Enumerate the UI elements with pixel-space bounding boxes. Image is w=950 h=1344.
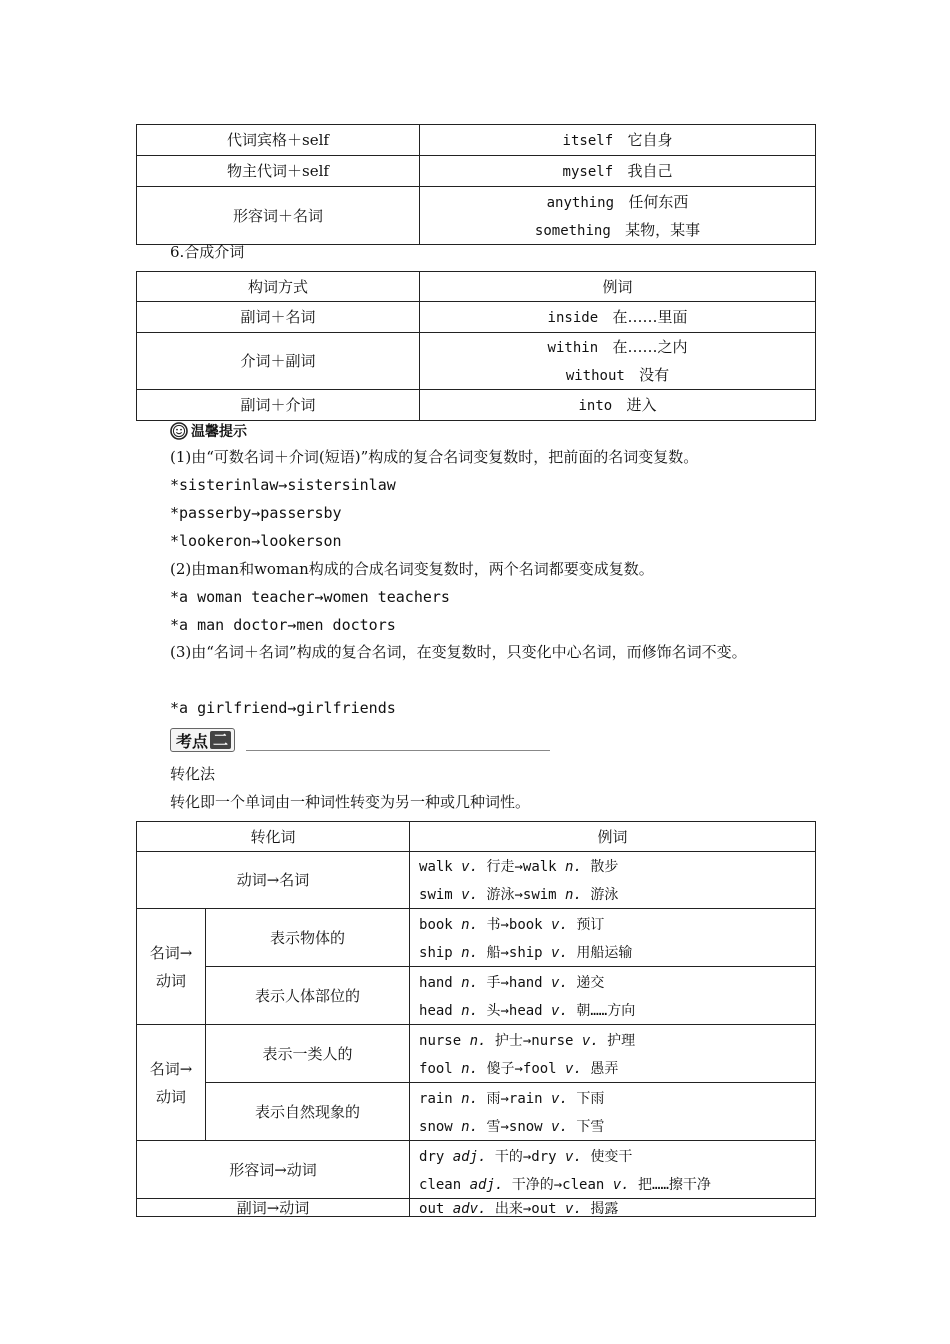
example-text: head <box>419 1002 462 1019</box>
part-of-speech: v. <box>461 859 479 875</box>
example-text: 把……擦干净 <box>629 1176 711 1193</box>
part-of-speech: v. <box>551 916 568 933</box>
compound-preposition-table <box>136 271 816 421</box>
example-line <box>419 880 815 908</box>
example-cell: itself 它自身 <box>420 125 816 156</box>
example-cell <box>410 852 816 909</box>
example-text: 递交 <box>567 974 605 991</box>
example-line: *a girlfriend→girlfriends <box>170 699 396 717</box>
example-text: 干净的→clean <box>503 1176 613 1193</box>
part-of-speech: v. <box>551 944 568 961</box>
kaodian-number: 二 <box>210 731 231 749</box>
example-cell: anything 任何东西 something 某物，某事 <box>420 187 816 245</box>
tip-label: 温馨提示 <box>191 424 247 440</box>
part-of-speech: v. <box>551 1002 568 1019</box>
part-of-speech: n. <box>565 887 582 903</box>
example-line: *passerby→passersby <box>170 504 342 522</box>
table-row <box>137 909 816 967</box>
example-text: 干的→dry <box>486 1148 566 1165</box>
example-text: fool <box>419 1060 462 1077</box>
part-of-speech: adj. <box>469 1176 504 1193</box>
subtype-cell: 表示一类人的 <box>206 1025 410 1083</box>
method-cell: 形容词＋名词 <box>137 187 420 245</box>
part-of-speech: n. <box>461 1060 479 1077</box>
example-line: *a man doctor→men doctors <box>170 616 396 634</box>
part-of-speech: n. <box>461 916 479 933</box>
intro-text: 转化即一个单词由一种词性转变为另一种或几种词性。 <box>170 793 531 811</box>
example-cell: within 在……之内 without 没有 <box>420 333 816 390</box>
part-of-speech: v. <box>551 1090 568 1107</box>
example-line <box>419 910 815 938</box>
kaodian-badge <box>170 728 235 752</box>
example-cell: myself 我自己 <box>420 156 816 187</box>
example-cell <box>410 1199 816 1217</box>
example-text: 出来→out <box>486 1200 566 1217</box>
tip-heading <box>170 420 247 442</box>
part-of-speech: adj. <box>452 1148 487 1165</box>
example-text: 傻子→fool <box>478 1060 566 1077</box>
part-of-speech: n. <box>461 944 479 961</box>
table-row <box>137 187 816 245</box>
example-cell <box>410 909 816 967</box>
example-text: 雪→snow <box>478 1118 552 1135</box>
column-header: 转化词 <box>137 822 410 852</box>
part-of-speech: n. <box>461 1118 479 1135</box>
tip-paragraph: (3)由“名词＋名词”构成的复合名词，在变复数时，只变化中心名词，而修饰名词不变。 <box>170 643 747 661</box>
part-of-speech: adv. <box>452 1200 487 1217</box>
example-text: 游泳 <box>581 887 619 903</box>
example-text: walk <box>419 859 462 875</box>
example-text: 行走→walk <box>478 859 566 875</box>
table-row <box>137 1199 816 1217</box>
example-line <box>419 938 815 966</box>
example-line <box>419 852 815 880</box>
table-header-row <box>137 822 816 852</box>
conversion-type-cell: 形容词→动词 <box>137 1141 410 1199</box>
example-text: 手→hand <box>478 974 552 991</box>
smiley-icon <box>170 422 188 440</box>
column-header: 例词 <box>410 822 816 852</box>
table-row <box>137 1141 816 1199</box>
example-line: *sisterinlaw→sistersinlaw <box>170 476 396 494</box>
example-text: 游泳→swim <box>478 887 566 903</box>
part-of-speech: n. <box>469 1032 487 1049</box>
example-line: *a woman teacher→women teachers <box>170 588 450 606</box>
example-line <box>419 1200 815 1216</box>
part-of-speech: n. <box>565 859 582 875</box>
table-row <box>137 302 816 333</box>
part-of-speech: v. <box>565 1148 582 1165</box>
example-text: swim <box>419 887 462 903</box>
example-line: *lookeron→lookerson <box>170 532 342 550</box>
example-text: 下雪 <box>567 1118 605 1135</box>
example-cell <box>410 967 816 1025</box>
conversion-table <box>136 821 816 1217</box>
example-text: 书→book <box>478 916 552 933</box>
example-cell: into 进入 <box>420 390 816 421</box>
conversion-type-cell: 动词→名词 <box>137 852 410 909</box>
example-text: rain <box>419 1090 462 1107</box>
table-row <box>137 967 816 1025</box>
example-text: 朝……方向 <box>567 1002 636 1019</box>
column-header: 构词方式 <box>137 272 420 302</box>
subtype-cell: 表示物体的 <box>206 909 410 967</box>
section-title: 6.合成介词 <box>170 243 245 261</box>
subtype-cell: 表示人体部位的 <box>206 967 410 1025</box>
part-of-speech: v. <box>565 1200 582 1217</box>
group-label-cell: 名词→动词 <box>137 1025 206 1141</box>
example-text: 揭露 <box>581 1200 619 1217</box>
part-of-speech: n. <box>461 1090 479 1107</box>
heading-rule <box>246 750 550 751</box>
example-text: nurse <box>419 1032 470 1049</box>
part-of-speech: v. <box>551 974 568 991</box>
table-header-row <box>137 272 816 302</box>
table-row <box>137 1025 816 1083</box>
table-row <box>137 156 816 187</box>
example-line <box>419 1084 815 1112</box>
section-title: 转化法 <box>170 765 216 783</box>
example-line <box>419 1112 815 1140</box>
example-line <box>419 1026 815 1054</box>
part-of-speech: n. <box>461 1002 479 1019</box>
example-text: 护士→nurse <box>486 1032 582 1049</box>
table-row <box>137 390 816 421</box>
example-text: 愚弄 <box>581 1060 619 1077</box>
table-row <box>137 333 816 390</box>
example-text: 下雨 <box>567 1090 605 1107</box>
example-line <box>419 1142 815 1170</box>
example-text: out <box>419 1200 453 1217</box>
compound-pronoun-table <box>136 124 816 245</box>
example-text: 散步 <box>581 859 619 875</box>
method-cell: 物主代词＋self <box>137 156 420 187</box>
example-text: dry <box>419 1148 453 1165</box>
column-header: 例词 <box>420 272 816 302</box>
example-text: 预订 <box>567 916 605 933</box>
part-of-speech: v. <box>581 1032 599 1049</box>
subtype-cell: 表示自然现象的 <box>206 1083 410 1141</box>
example-text: snow <box>419 1118 462 1135</box>
example-text: book <box>419 916 462 933</box>
conversion-type-cell: 副词→动词 <box>137 1199 410 1217</box>
tip-paragraph: (2)由man和woman构成的合成名词变复数时，两个名词都要变成复数。 <box>170 560 654 578</box>
part-of-speech: n. <box>461 974 479 991</box>
example-text: 头→head <box>478 1002 552 1019</box>
part-of-speech: v. <box>461 887 479 903</box>
example-text: 雨→rain <box>478 1090 552 1107</box>
example-cell <box>410 1025 816 1083</box>
kaodian-heading <box>170 725 550 753</box>
example-cell <box>410 1141 816 1199</box>
example-text: 用船运输 <box>567 944 633 961</box>
method-cell: 副词＋介词 <box>137 390 420 421</box>
example-line <box>419 1054 815 1082</box>
table-row <box>137 125 816 156</box>
example-text: hand <box>419 974 462 991</box>
example-text: 使变干 <box>581 1148 633 1165</box>
example-line <box>419 968 815 996</box>
example-line <box>419 996 815 1024</box>
table-row <box>137 852 816 909</box>
method-cell: 代词宾格＋self <box>137 125 420 156</box>
method-cell: 介词＋副词 <box>137 333 420 390</box>
method-cell: 副词＋名词 <box>137 302 420 333</box>
part-of-speech: v. <box>565 1060 582 1077</box>
example-text: 护理 <box>598 1032 636 1049</box>
example-line <box>419 1170 815 1198</box>
example-text: ship <box>419 944 462 961</box>
part-of-speech: v. <box>551 1118 568 1135</box>
group-label-cell: 名词→动词 <box>137 909 206 1025</box>
example-text: clean <box>419 1176 470 1193</box>
part-of-speech: v. <box>612 1176 630 1193</box>
tip-paragraph: (1)由“可数名词＋介词(短语)”构成的复合名词变复数时，把前面的名词变复数。 <box>170 448 699 466</box>
table-row <box>137 1083 816 1141</box>
example-cell <box>410 1083 816 1141</box>
kaodian-label: 考点 <box>176 731 209 751</box>
example-text: 船→ship <box>478 944 552 961</box>
example-cell: inside 在……里面 <box>420 302 816 333</box>
